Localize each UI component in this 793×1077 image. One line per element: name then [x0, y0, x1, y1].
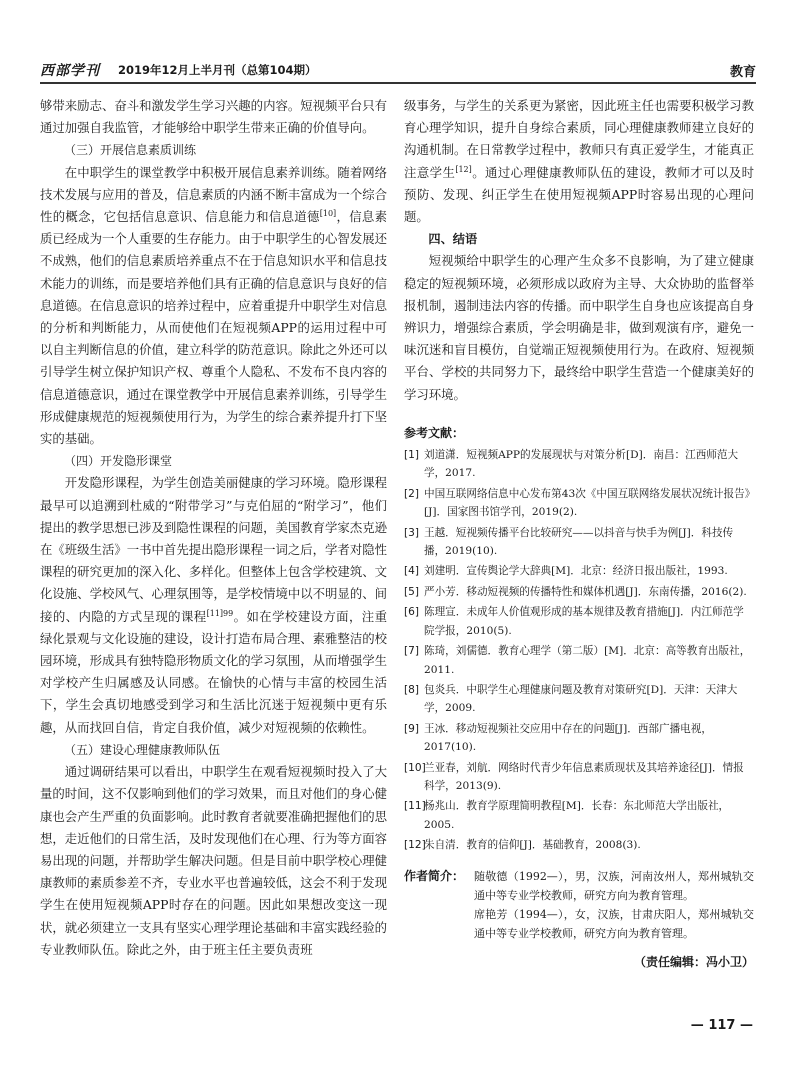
- subsection-heading: （四）开发隐形课堂: [64, 454, 173, 469]
- page-header: [40, 58, 756, 82]
- references-title: 参考文献：: [404, 425, 465, 440]
- citation: [12]: [455, 164, 472, 174]
- section-heading: 四、结语: [428, 232, 478, 247]
- left-column: [40, 95, 387, 961]
- reference-list: [404, 446, 754, 855]
- paragraph: 级事务，与学生的关系更为紧密，因此班主任也需要积极学习教育心理学知识，提升自身综合素质，同心理健康教师建立良好的沟通机制。在日常教学过程中，教师只有真正爱学生，才能真正注意学生[12]。通过心理健康教师队伍的建设，教师才可以及时预防、发现、纠正学生在使用短视频APP时容易出现的心理问题。: [404, 98, 755, 225]
- reference-item: [4] 刘建明．宣传舆论学大辞典[M]．北京：经济日报出版社，1993.: [404, 565, 728, 578]
- right-column: [404, 95, 754, 973]
- reference-item: [7] 陈琦，刘儒德．教育心理学（第二版）[M]．北京：高等教育出版社，2011.: [404, 645, 751, 676]
- subsection-heading: （五）建设心理健康教师队伍: [64, 742, 221, 757]
- reference-item: [2] 中国互联网络信息中心发布第43次《中国互联网络发展状况统计报告》[J]．国家图书馆学刊，2019(2).: [404, 487, 750, 519]
- reference-item: [9] 王冰．移动短视频社交应用中存在的问题[J]．西部广播电视，2017(10).: [404, 722, 712, 754]
- reference-item: [10] 兰亚春，刘航．网络时代青少年信息素质现状及其培养途径[J]．情报科学，2013(9).: [404, 761, 744, 792]
- section-name: 教育: [729, 65, 756, 80]
- page-number: — 117 —: [690, 1018, 753, 1033]
- paragraph: 短视频给中职学生的心理产生众多不良影响，为了建立健康稳定的短视频环境，必须形成以政府为主导、大众协助的监督举报机制，遏制违法内容的传播。而中职学生自身也应该提高自身辨识力，增强综合素质，学会明确是非，做到观演有序，避免一味沉迷和盲目模仿，自觉端正短视频使用行为。在政府、短视频平台、学校的共同努力下，最终给中职学生营造一个健康美好的学习环境。: [404, 253, 754, 402]
- citation: [11]99: [206, 608, 234, 618]
- reference-item: [8] 包炎兵．中职学生心理健康问题及教育对策研究[D]．天津：天津大学，2009.: [404, 683, 738, 715]
- paragraph: 够带来励志、奋斗和激发学生学习兴趣的内容。短视频平台只有通过加强自我监管，才能够给中职学生带来正确的价值导向。: [40, 98, 387, 136]
- reference-item: [11] 杨兆山．教育学原理简明教程[M]．长春：东北师范大学出版社，2005.: [404, 800, 730, 831]
- reference-item: [5] 严小芳．移动短视频的传播特性和媒体机遇[J]．东南传播，2016(2).: [404, 585, 747, 598]
- author-bio: 随敬德（1992—），男，汉族，河南汝州人，郑州城轨交通中等专业学校教师，研究方向为教育管理。: [474, 869, 754, 902]
- reference-item: [6] 陈理宣．未成年人价值观形成的基本规律及教育措施[J]．内江师范学院学报，2010(5).: [404, 606, 744, 637]
- header-divider: [40, 82, 756, 84]
- author-info: [404, 867, 754, 943]
- reference-item: [1] 刘道潇．短视频APP的发展现状与对策分析[D]．南昌：江西师范大学，2017.: [404, 449, 739, 480]
- paragraph: 在中职学生的课堂教学中积极开展信息素养训练。随着网络技术发展与应用的普及，信息素质的内涵不断丰富成为一个综合性的概念，它包括信息意识、信息能力和信息道德[10]，信息素质已经成为一个人重要的生存能力。由于中职学生的心智发展还不成熟，他们的信息素质培养重点不在于信息知识水平和信息技术能力的训练，而是要培养他们具有正确的信息意识与良好的信息道德。在信息意识的培养过程中，应着重提升中职学生对信息的分析和判断能力，从而使他们在短视频APP的运用过程中可以自主判断信息的价值，建立科学的防范意识。除此之外还可以引导学生树立保护知识产权、尊重个人隐私、不发布不良内容的信息道德意识，通过在课堂教学中开展信息素养训练，引导学生形成健康规范的短视频使用行为，为学生的综合素养提升打下坚实的基础。: [40, 164, 388, 447]
- reference-item: [12] 朱自清．教育的信仰[J]．基础教育，2008(3).: [404, 839, 641, 852]
- editor-credit: （责任编辑：冯小卫）: [633, 954, 754, 969]
- journal-name: 西部学刊: [40, 63, 100, 79]
- subsection-heading: （三）开展信息素质训练: [64, 143, 197, 158]
- author-label: 作者简介：: [404, 868, 465, 883]
- issue-info: 2019年12月上半月刊（总第104期）: [118, 63, 317, 77]
- citation: [10]: [319, 208, 337, 218]
- reference-item: [3] 王越．短视频传播平台比较研究——以抖音与快手为例[J]．科技传播，2019(10).: [404, 526, 734, 558]
- paragraph: 开发隐形课程，为学生创造美丽健康的学习环境。隐形课程最早可以追溯到杜威的“附带学习”与克伯屈的“附学习”，他们提出的教学思想已涉及到隐性课程的问题，美国教育学家杰克逊在《班级生活》一书中首先提出隐形课程一词之后，学者对隐性课程的研究更加的深入化、多样化。但整体上包含学校建筑、文化设施、学校风气、心理氛围等，是学校情境中以不明显的、间接的、内隐的方式呈现的课程$^{[11]99}$。如在学校建设方面，注重绿化景观与文化设施的建设，设计打造布局合理、素雅整洁的校园环境，形成具有独特隐形物质文化的学习氛围，从而增强学生对学校产生归属感及认同感。在愉快的心情与丰富的校园生活下，学生会真切地感受到学习和生活比沉迷于短视频中更有乐趣，从而找回自信，肯定自我价值，减少对短视频的依赖性。: [40, 475, 388, 735]
- paragraph: 通过调研结果可以看出，中职学生在观看短视频时投入了大量的时间，这不仅影响到他们的学习效果，而且对他们的身心健康也会产生严重的负面影响。此时教育者就要准确把握他们的思想，走近他们的日常生活，及时发现他们在心理、行为等方面容易出现的问题，并帮助学生解决问题。但是目前中职学校心理健康教师的素质参差不齐，专业水平也普遍较低，这会不利于发现学生在使用短视频APP时存在的问题。因此如果想改变这一现状，就必须建立一支具有坚实心理学理论基础和丰富实践经验的专业教师队伍。除此之外，由于班主任主要负责班: [40, 764, 387, 957]
- author-bio: 席艳芳（1994—），女，汉族，甘肃庆阳人，郑州城轨交通中等专业学校教师，研究方向为教育管理。: [474, 907, 754, 940]
